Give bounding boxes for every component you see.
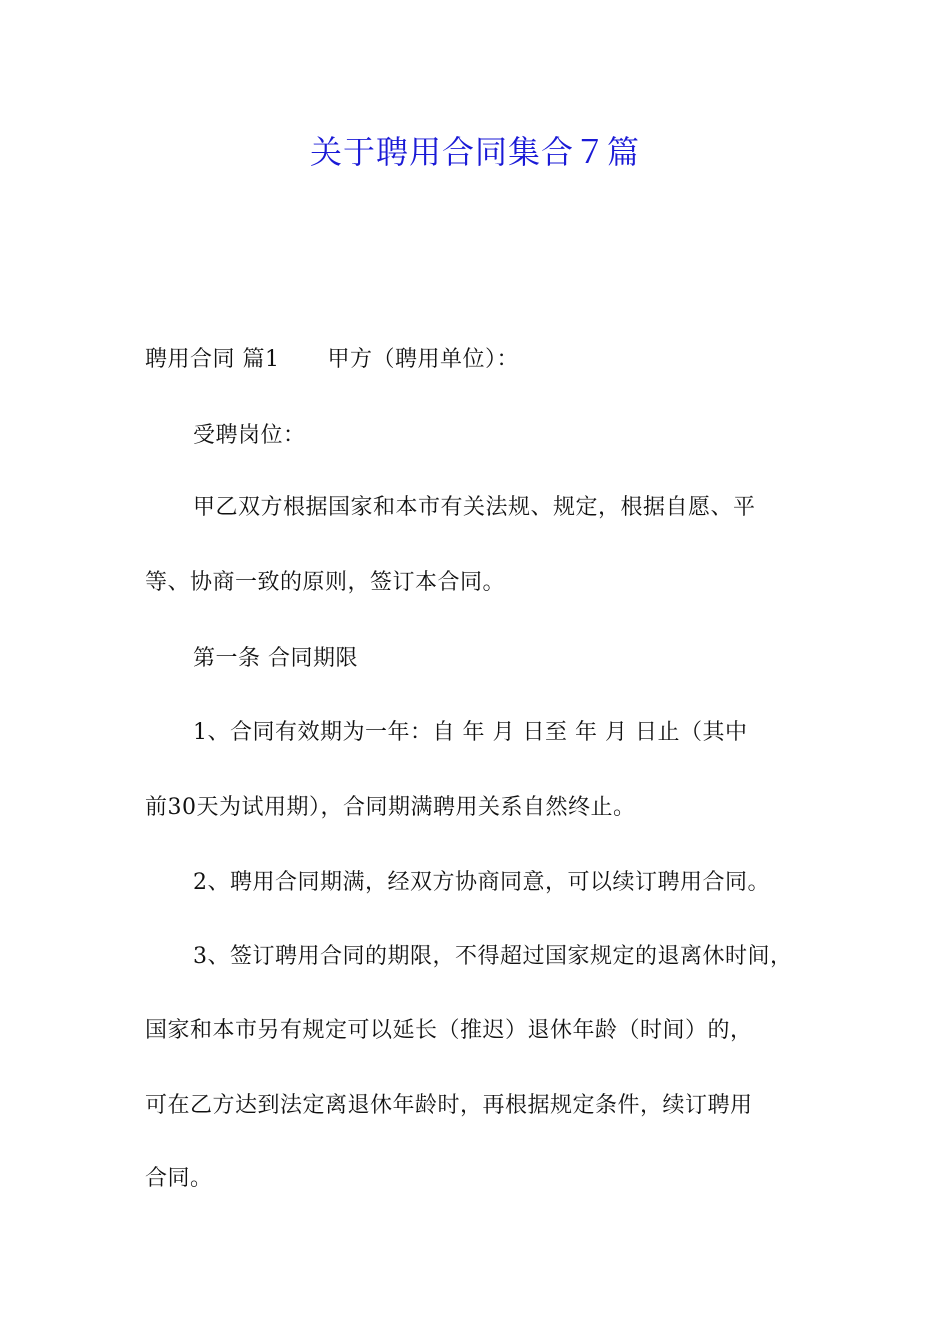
intro-paragraph-line-1: 甲乙双方根据国家和本市有关法规、规定，根据自愿、平 bbox=[193, 495, 756, 520]
item-3-line-1: 3、签订聘用合同的期限，不得超过国家规定的退离休时间， bbox=[193, 944, 793, 969]
post-label: 受聘岗位： bbox=[193, 423, 306, 448]
item-1-line-2: 前30天为试用期），合同期满聘用关系自然终止。 bbox=[145, 795, 636, 820]
section-header-line bbox=[145, 345, 519, 375]
document-title: 关于聘用合同集合７篇 bbox=[309, 133, 640, 171]
item-3-line-4: 合同。 bbox=[145, 1166, 213, 1191]
item-3-line-3: 可在乙方达到法定离退休年龄时，再根据规定条件，续订聘用 bbox=[145, 1093, 753, 1118]
section-heading: 聘用合同 篇1 bbox=[145, 347, 280, 372]
article-heading: 第一条 合同期限 bbox=[193, 646, 358, 671]
party-a-label: 甲方（聘用单位）： bbox=[327, 347, 520, 372]
item-1-line-1: 1、合同有效期为一年：自 年 月 日至 年 月 日止（其中 bbox=[193, 720, 748, 745]
item-2: 2、聘用合同期满，经双方协商同意，可以续订聘用合同。 bbox=[193, 870, 770, 895]
intro-paragraph-line-2: 等、协商一致的原则，签订本合同。 bbox=[145, 570, 506, 595]
item-3-line-2: 国家和本市另有规定可以延长（推迟）退休年龄（时间）的， bbox=[145, 1018, 753, 1043]
